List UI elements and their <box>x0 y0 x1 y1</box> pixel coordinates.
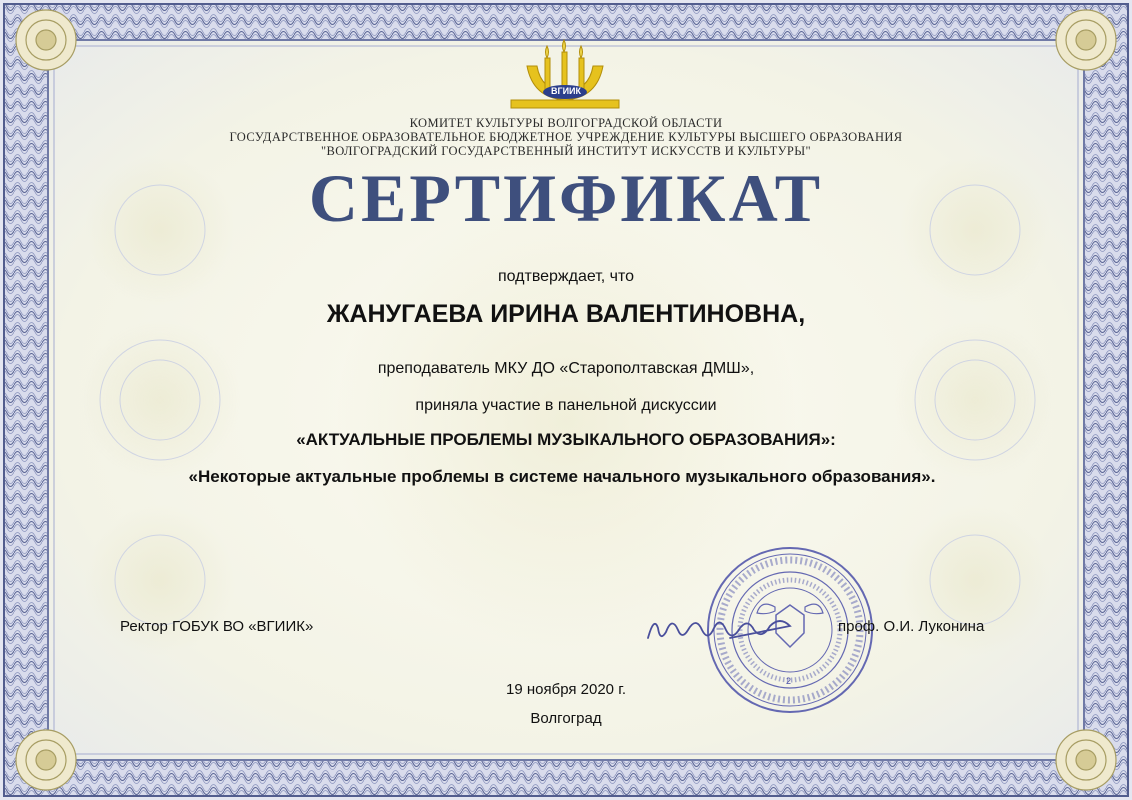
event-title: «АКТУАЛЬНЫЕ ПРОБЛЕМЫ МУЗЫКАЛЬНОГО ОБРАЗОВАНИЯ»: <box>296 430 836 449</box>
rector-name: проф. О.И. Луконина <box>838 618 985 635</box>
rector-title: Ректор ГОБУК ВО «ВГИИК» <box>120 618 314 635</box>
certificate-title: СЕРТИФИКАТ <box>308 160 824 236</box>
stamp-number: 2 <box>786 676 792 686</box>
institute-logo <box>505 38 625 110</box>
header-line-2: ГОСУДАРСТВЕННОЕ ОБРАЗОВАТЕЛЬНОЕ БЮДЖЕТНОЕ УЧРЕЖДЕНИЕ КУЛЬТУРЫ ВЫСШЕГО ОБРАЗОВАНИЯ <box>229 130 903 144</box>
confirms-text: подтверждает, что <box>497 268 635 285</box>
participation-text: приняла участие в панельной дискуссии <box>415 397 717 414</box>
topic-title: «Некоторые актуальные проблемы в системе начального музыкального образования». <box>188 467 936 486</box>
logo-label: ВГИИК <box>550 86 582 96</box>
header-line-3: "ВОЛГОГРАДСКИЙ ГОСУДАРСТВЕННЫЙ ИНСТИТУТ ИСКУССТВ И КУЛЬТУРЫ" <box>320 144 812 158</box>
rector-signature <box>640 598 835 658</box>
recipient-name: ЖАНУГАЕВА ИРИНА ВАЛЕНТИНОВНА, <box>326 300 806 328</box>
header-line-1: КОМИТЕТ КУЛЬТУРЫ ВОЛГОГРАДСКОЙ ОБЛАСТИ <box>409 116 723 130</box>
issue-date: 19 ноября 2020 г. <box>506 681 626 698</box>
issue-city: Волгоград <box>530 710 602 727</box>
recipient-position: преподаватель МКУ ДО «Старополтавская ДМШ», <box>377 360 755 377</box>
